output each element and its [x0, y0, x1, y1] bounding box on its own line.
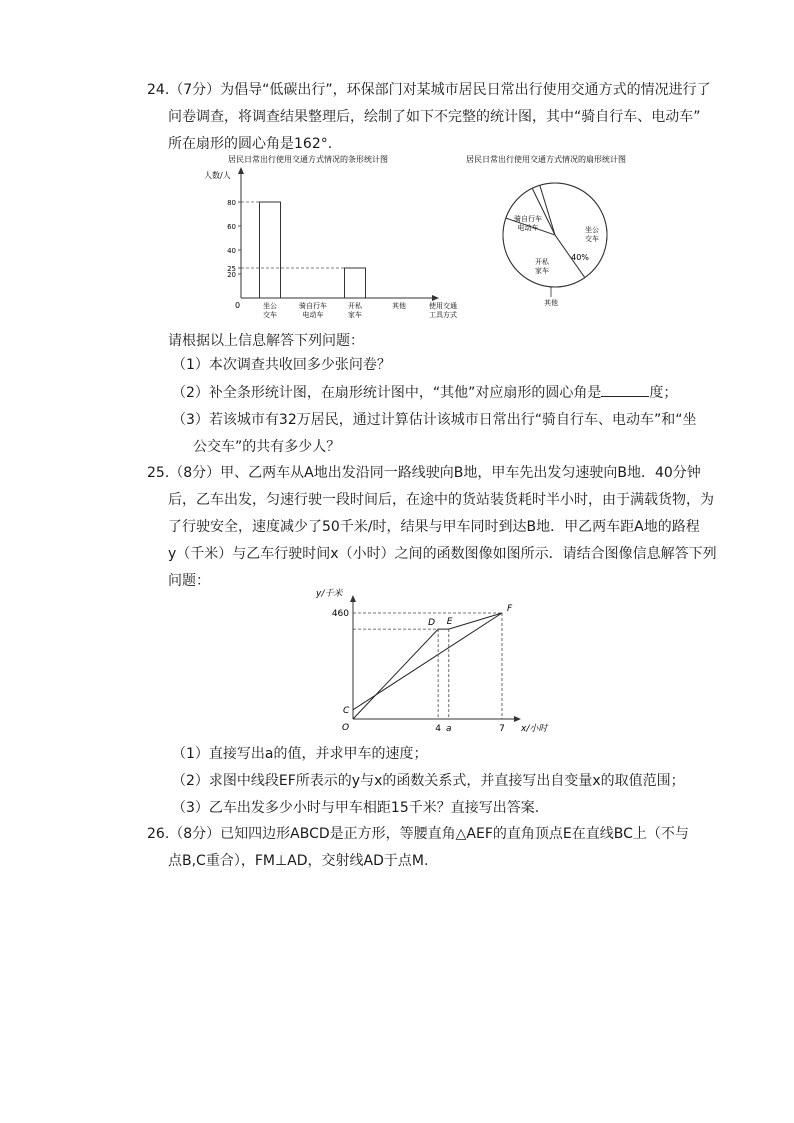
- bar-cat1-b: 交车: [263, 311, 277, 319]
- q24-prompt: 请根据以上信息解答下列问题：: [168, 333, 364, 349]
- q24-part-3-line-2: 公交车”的共有多少人？: [193, 439, 341, 455]
- bar: [345, 268, 366, 298]
- bar-chart-ylabel: 人数/人: [204, 171, 231, 180]
- pie-chart-title: 居民日常出行使用交通方式情况的扇形统计图: [466, 155, 626, 164]
- pie-s3-b: 家车: [535, 267, 549, 275]
- point-label-f: F: [507, 604, 513, 614]
- bar-origin: 0: [235, 301, 241, 310]
- pie-s1-a: 骑自行车: [514, 215, 542, 223]
- bar-cat2-b: 电动车: [302, 311, 324, 319]
- bar-x-arrow: [432, 295, 439, 301]
- q24-line-1: 24.（7分）为倡导“低碳出行”，环保部门对某城市居民日常出行使用交通方式的情况进行了: [147, 82, 711, 98]
- bar-cat3-a: 开私: [348, 302, 362, 310]
- bar-y-arrow: [238, 167, 244, 174]
- bar-ytick-label: 40: [227, 247, 236, 255]
- q26-line-2: 点B,C重合），FM⊥AD，交射线AD于点M.: [168, 853, 429, 869]
- q25-part-3: （3）乙车出发多少小时与甲车相距15千米？直接写出答案.: [172, 800, 540, 816]
- bar-chart-title: 居民日常出行使用交通方式情况的条形统计图: [228, 155, 388, 164]
- q24-line-2: 问卷调查，将调查结果整理后，绘制了如下不完整的统计图，其中“骑自行车、电动车”: [168, 109, 701, 125]
- bar-cat3-b: 家车: [348, 311, 362, 319]
- bar-chart: [196, 150, 466, 325]
- pie-chart: [460, 150, 680, 310]
- q25-part-1: （1）直接写出a的值，并求甲车的速度；: [172, 746, 428, 762]
- bar-ytick-label: 60: [227, 223, 236, 231]
- q24-part-2: [172, 382, 677, 403]
- answer-blank[interactable]: [601, 382, 649, 397]
- q25-line-5: 问题：: [168, 573, 210, 589]
- point-label-c: C: [343, 705, 350, 716]
- graph-ylabel: y/千米: [316, 589, 343, 599]
- q24-part-2-text: （2）补全条形统计图，在扇形统计图中，“其他”对应扇形的圆心角是: [172, 385, 602, 401]
- bar: [260, 202, 281, 298]
- pie-s1-b: 电动车: [517, 224, 539, 232]
- q25-part-2: （2）求图中线段EF所表示的y与x的函数关系式，并直接写出自变量x的取值范围；: [172, 773, 685, 789]
- bar-cat4: 其他: [392, 302, 406, 310]
- function-graph: [310, 584, 560, 736]
- point-label-e: E: [446, 617, 453, 628]
- pie-s2-b: 交车: [585, 235, 599, 243]
- pie-s4: 其他: [544, 299, 558, 307]
- graph-ytick-label: 460: [331, 609, 349, 619]
- q25-line-2: 后，乙车出发，匀速行驶一段时间后，在途中的货站装货耗时半小时，由于满载货物，为: [168, 492, 714, 508]
- q25-line-3: 了行驶安全，速度减少了50千米/时，结果与甲车同时到达B地．甲乙两车距A地的路程: [168, 519, 700, 535]
- graph-xlabel: x/小时: [521, 724, 548, 734]
- graph-xtick-label: a: [446, 724, 452, 734]
- pie-s2-pct: 40%: [571, 253, 589, 262]
- q24-part-2-unit: 度；: [649, 385, 678, 401]
- q24-line-3: 所在扇形的圆心角是162°.: [168, 136, 333, 152]
- bar-xlabel-1: 使用交通: [429, 302, 457, 310]
- q26-line-1: 26.（8分）已知四边形ABCD是正方形，等腰直角△AEF的直角顶点E在直线BC上（不与: [147, 826, 689, 842]
- graph-xtick-label: 7: [499, 724, 505, 734]
- pie-s2-a: 坐公: [585, 226, 599, 234]
- bar-cat2-a: 骑自行车: [299, 302, 327, 310]
- graph-xtick-label: 4: [435, 724, 442, 734]
- point-label-o: O: [342, 723, 350, 733]
- bar-xlabel-2: 工具方式: [429, 311, 457, 319]
- q25-line-1: 25.（8分）甲、乙两车从A地出发沿同一路线驶向B地，甲车先出发匀速驶向B地．40分钟: [147, 465, 701, 481]
- graph-y-arrow: [350, 595, 356, 602]
- pie-s3-a: 开私: [535, 258, 549, 266]
- graph-x-arrow: [514, 716, 521, 722]
- bar-ytick-label: 80: [227, 199, 236, 207]
- bar-ytick-label: 20: [227, 271, 236, 279]
- q25-line-4: y（千米）与乙车行驶时间x（小时）之间的函数图像如图所示．请结合图像信息解答下列: [168, 546, 717, 562]
- q24-part-3-line-1: （3）若该城市有32万居民，通过计算估计该城市日常出行“骑自行车、电动车”和“坐: [172, 412, 697, 428]
- bar-ytick-label: 25: [227, 265, 236, 273]
- bar-cat1-a: 坐公: [263, 302, 277, 310]
- point-label-d: D: [428, 618, 436, 629]
- q24-part-1: （1）本次调查共收回多少张问卷？: [172, 357, 391, 373]
